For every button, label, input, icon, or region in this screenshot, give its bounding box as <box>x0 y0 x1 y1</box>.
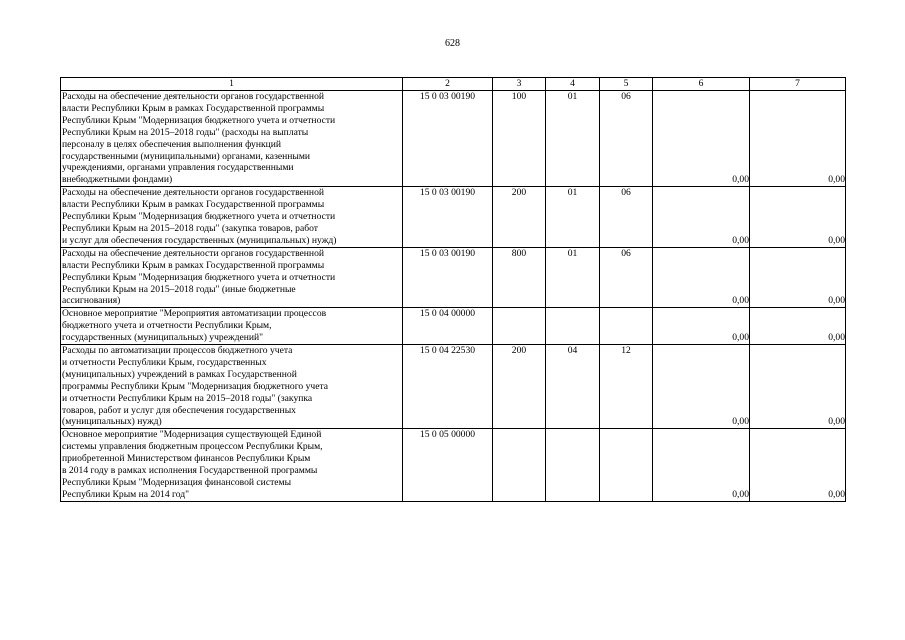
header-cell: 6 <box>653 78 750 91</box>
table-row <box>61 345 846 429</box>
row-amount-6: 0,00 <box>653 187 750 248</box>
row-code: 15 0 05 00000 <box>403 429 493 501</box>
row-description: Расходы на обеспечение деятельности органов государственной власти Республики Крым в рамках Государственной программы Республики Крым "Модернизация бюджетного учета и отчетности Республики Крым на 2015–2018 годы" (закупка товаров, работ и услуг для обеспечения государственных (муниципальных) нужд) <box>61 187 403 248</box>
row-col5 <box>600 429 653 501</box>
header-cell: 2 <box>403 78 493 91</box>
row-code: 15 0 03 00190 <box>403 91 493 187</box>
row-amount-6: 0,00 <box>653 345 750 429</box>
row-description: Расходы по автоматизации процессов бюджетного учета и отчетности Республики Крым, государственных (муниципальных) учреждений в рамках Государственной программы Республики Крым "Модернизация бюджетного учета и отчетности Республики Крым на 2015–2018 годы" (закупка товаров, работ и услуг для обеспечения государственных (муниципальных) нужд) <box>61 345 403 429</box>
row-amount-6: 0,00 <box>653 308 750 345</box>
header-cell: 1 <box>61 78 403 91</box>
row-code: 15 0 03 00190 <box>403 187 493 248</box>
row-code: 15 0 04 00000 <box>403 308 493 345</box>
row-col5 <box>600 308 653 345</box>
row-col4 <box>546 308 600 345</box>
row-col4: 01 <box>546 187 600 248</box>
row-amount-6: 0,00 <box>653 247 750 308</box>
header-row <box>61 78 846 91</box>
table-row <box>61 91 846 187</box>
budget-table <box>60 77 846 502</box>
row-amount-7: 0,00 <box>750 308 846 345</box>
table-row <box>61 308 846 345</box>
row-col5: 06 <box>600 91 653 187</box>
header-cell: 3 <box>493 78 546 91</box>
header-cell: 5 <box>600 78 653 91</box>
table-row <box>61 429 846 501</box>
row-col3: 200 <box>493 187 546 248</box>
row-description: Расходы на обеспечение деятельности органов государственной власти Республики Крым в рамках Государственной программы Республики Крым "Модернизация бюджетного учета и отчетности Республики Крым на 2015–2018 годы" (иные бюджетные ассигнования) <box>61 247 403 308</box>
row-col4: 01 <box>546 91 600 187</box>
row-amount-7: 0,00 <box>750 187 846 248</box>
row-col4 <box>546 429 600 501</box>
row-description: Расходы на обеспечение деятельности органов государственной власти Республики Крым в рамках Государственной программы Республики Крым "Модернизация бюджетного учета и отчетности Республики Крым на 2015–2018 годы" (расходы на выплаты персоналу в целях обеспечения выполнения функций государственными (муниципальными) органами, казенными учреждениями, органами управления государственными внебюджетными фондами) <box>61 91 403 187</box>
row-amount-7: 0,00 <box>750 429 846 501</box>
row-col5: 12 <box>600 345 653 429</box>
row-code: 15 0 03 00190 <box>403 247 493 308</box>
row-amount-7: 0,00 <box>750 91 846 187</box>
row-amount-7: 0,00 <box>750 247 846 308</box>
row-col3: 200 <box>493 345 546 429</box>
row-col5: 06 <box>600 247 653 308</box>
row-amount-6: 0,00 <box>653 91 750 187</box>
row-col4: 01 <box>546 247 600 308</box>
row-code: 15 0 04 22530 <box>403 345 493 429</box>
row-amount-7: 0,00 <box>750 345 846 429</box>
header-cell: 7 <box>750 78 846 91</box>
row-col4: 04 <box>546 345 600 429</box>
row-col3 <box>493 429 546 501</box>
row-col3 <box>493 308 546 345</box>
header-cell: 4 <box>546 78 600 91</box>
row-col3: 800 <box>493 247 546 308</box>
row-col3: 100 <box>493 91 546 187</box>
table-row <box>61 187 846 248</box>
row-col5: 06 <box>600 187 653 248</box>
table-row <box>61 247 846 308</box>
page-number: 628 <box>445 38 460 49</box>
row-description: Основное мероприятие "Мероприятия автоматизации процессов бюджетного учета и отчетности Республики Крым, государственных (муниципальных) учреждений" <box>61 308 403 345</box>
row-amount-6: 0,00 <box>653 429 750 501</box>
row-description: Основное мероприятие "Модернизация существующей Единой системы управления бюджетным процессом Республики Крым, приобретенной Министерством финансов Республики Крым в 2014 году в рамках исполнения Государственной программы Республики Крым "Модернизация финансовой системы Республики Крым на 2014 год" <box>61 429 403 501</box>
